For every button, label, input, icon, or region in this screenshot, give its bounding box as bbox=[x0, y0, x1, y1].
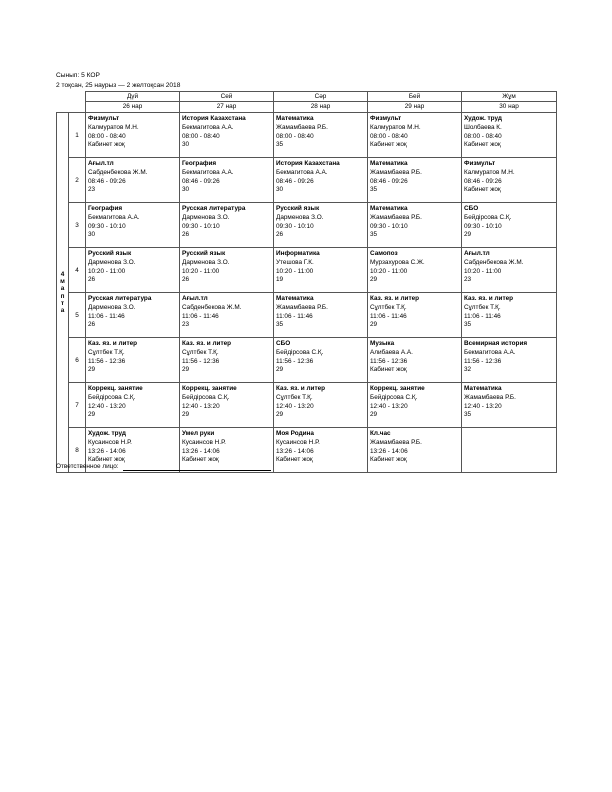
lesson-subject: Коррекц. занятие bbox=[88, 385, 143, 392]
lesson-cell bbox=[274, 338, 368, 383]
lesson-time: 12:40 - 13:20 bbox=[182, 402, 220, 410]
lesson-teacher: Сабденбекова Ж.М. bbox=[88, 168, 148, 176]
lesson-teacher: Бекмагитова А.А. bbox=[276, 168, 328, 176]
day-date: 29 нар bbox=[368, 102, 462, 113]
day-name: Жұм bbox=[462, 92, 557, 102]
lesson-subject: География bbox=[182, 160, 217, 167]
lesson-room: 35 bbox=[370, 186, 378, 194]
lesson-subject: География bbox=[88, 205, 123, 212]
lesson-room: 29 bbox=[182, 366, 190, 374]
lesson-teacher: Дарменова З.О. bbox=[276, 213, 324, 221]
lesson-subject: Физмульт bbox=[370, 115, 402, 122]
lesson-subject: Худож. труд bbox=[88, 430, 126, 437]
lesson-room: 23 bbox=[88, 186, 96, 194]
lesson-teacher: Бейдірсова С.Қ. bbox=[370, 393, 418, 401]
lesson-teacher: Сұлтбек Т.Қ. bbox=[182, 348, 219, 356]
lesson-subject: Ағыл.тл bbox=[464, 250, 490, 257]
lesson-room: 32 bbox=[464, 366, 472, 374]
lesson-number: 7 bbox=[69, 383, 86, 428]
lesson-room: Кабинет жоқ bbox=[370, 141, 407, 149]
lesson-time: 11:06 - 11:46 bbox=[88, 312, 125, 320]
lesson-teacher: Шолбаева К. bbox=[464, 123, 502, 131]
lesson-teacher: Бейдірсова С.Қ. bbox=[182, 393, 230, 401]
lesson-room: 30 bbox=[88, 231, 96, 239]
lesson-subject: СБО bbox=[464, 205, 479, 212]
lesson-room: Кабинет жоқ bbox=[370, 456, 407, 464]
lesson-room: 35 bbox=[464, 411, 472, 419]
lesson-room: 30 bbox=[182, 141, 190, 149]
lesson-subject: Физмульт bbox=[464, 160, 496, 167]
lesson-teacher: Дарменова З.О. bbox=[182, 258, 230, 266]
lesson-teacher: Жамамбаева Р.Б. bbox=[370, 168, 422, 176]
lesson-room: 29 bbox=[370, 321, 378, 329]
lesson-room: 35 bbox=[370, 231, 378, 239]
lesson-cell bbox=[368, 248, 462, 293]
lesson-time: 12:40 - 13:20 bbox=[276, 402, 314, 410]
lesson-subject: Самопоз bbox=[370, 250, 398, 257]
lesson-teacher: Калмуратов М.Н. bbox=[464, 168, 515, 176]
lesson-subject: СБО bbox=[276, 340, 291, 347]
lesson-number: 4 bbox=[69, 248, 86, 293]
lesson-time: 13:26 - 14:06 bbox=[370, 447, 408, 455]
lesson-teacher: Бекмагитова А.А. bbox=[88, 213, 140, 221]
lesson-time: 09:30 - 10:10 bbox=[182, 222, 220, 230]
lesson-room: 26 bbox=[182, 231, 190, 239]
lesson-room: 29 bbox=[370, 276, 378, 284]
lesson-cell bbox=[180, 383, 274, 428]
lesson-room: Кабинет жоқ bbox=[276, 456, 313, 464]
lesson-cell bbox=[368, 383, 462, 428]
lesson-subject: Коррекц. занятие bbox=[370, 385, 425, 392]
lesson-cell bbox=[86, 113, 180, 158]
page-header bbox=[56, 71, 180, 90]
lesson-teacher: Утешова Г.К. bbox=[276, 258, 314, 266]
lesson-time: 13:26 - 14:06 bbox=[182, 447, 220, 455]
lesson-subject: Математика bbox=[370, 205, 408, 212]
lesson-room: Кабинет жоқ bbox=[464, 141, 501, 149]
lesson-teacher: Кусаинсов Н.Р. bbox=[182, 438, 226, 446]
lesson-subject: Каз. яз. и литер bbox=[182, 340, 232, 347]
lesson-subject: Физмульт bbox=[88, 115, 120, 122]
lesson-time: 09:30 - 10:10 bbox=[276, 222, 314, 230]
lesson-teacher: Калмуратов М.Н. bbox=[88, 123, 139, 131]
lesson-teacher: Жамамбаева Р.Б. bbox=[276, 303, 328, 311]
lesson-subject: Худож. труд bbox=[464, 115, 502, 122]
lesson-cell bbox=[368, 158, 462, 203]
lesson-subject: Каз. яз. и литер bbox=[464, 295, 514, 302]
lesson-teacher: Кусаинсов Н.Р. bbox=[88, 438, 132, 446]
lesson-time: 11:06 - 11:46 bbox=[276, 312, 313, 320]
lesson-room: 29 bbox=[182, 411, 190, 419]
lesson-time: 08:00 - 08:40 bbox=[370, 132, 408, 140]
lesson-teacher: Сұлтбек Т.Қ. bbox=[370, 303, 407, 311]
lesson-teacher: Кусаинсов Н.Р. bbox=[276, 438, 320, 446]
lesson-subject: Музыка bbox=[370, 340, 395, 347]
lesson-time: 11:56 - 12:36 bbox=[88, 357, 126, 365]
lesson-teacher: Бекмагитова А.А. bbox=[464, 348, 516, 356]
lesson-number: 1 bbox=[69, 113, 86, 158]
lesson-row bbox=[57, 383, 557, 428]
responsible-label: Ответственное лицо: bbox=[56, 463, 119, 470]
lesson-room: Кабинет жоқ bbox=[370, 366, 407, 374]
lesson-cell bbox=[180, 338, 274, 383]
day-name: Сәр bbox=[274, 92, 368, 102]
day-date: 28 нар bbox=[274, 102, 368, 113]
lesson-cell bbox=[274, 428, 368, 473]
day-date: 26 нар bbox=[86, 102, 180, 113]
lesson-cell bbox=[462, 248, 557, 293]
lesson-cell bbox=[274, 158, 368, 203]
lesson-teacher: Дарменова З.О. bbox=[182, 213, 230, 221]
lesson-room: 35 bbox=[276, 141, 284, 149]
lesson-cell bbox=[274, 293, 368, 338]
lesson-time: 08:46 - 09:26 bbox=[464, 177, 502, 185]
lesson-room: 26 bbox=[276, 231, 284, 239]
lesson-cell bbox=[86, 248, 180, 293]
shift-cell bbox=[57, 113, 69, 473]
lesson-subject: Ағыл.тл bbox=[88, 160, 114, 167]
lesson-time: 12:40 - 13:20 bbox=[370, 402, 408, 410]
lesson-row bbox=[57, 248, 557, 293]
lesson-subject: Каз. яз. и литер bbox=[370, 295, 420, 302]
lesson-subject: История Казахстана bbox=[182, 115, 246, 122]
lesson-cell bbox=[86, 383, 180, 428]
lesson-number: 8 bbox=[69, 428, 86, 473]
lesson-teacher: Бекмагитова А.А. bbox=[182, 123, 234, 131]
lesson-cell bbox=[86, 293, 180, 338]
lesson-subject: Умел руки bbox=[182, 430, 215, 437]
lesson-room: 23 bbox=[182, 321, 190, 329]
class-title: Сынып: 5 КОР bbox=[56, 72, 100, 79]
lesson-subject: Русская литература bbox=[182, 205, 246, 212]
lesson-room: 23 bbox=[464, 276, 472, 284]
day-name-row bbox=[57, 92, 557, 102]
lesson-room: 30 bbox=[182, 186, 190, 194]
lesson-time: 13:26 - 14:06 bbox=[88, 447, 126, 455]
period-line: 2 тоқсан, 25 наурыз — 2 желтоқсан 2018 bbox=[56, 81, 181, 89]
lesson-cell bbox=[462, 383, 557, 428]
lesson-cell bbox=[274, 248, 368, 293]
lesson-cell bbox=[368, 113, 462, 158]
lesson-time: 08:46 - 09:26 bbox=[276, 177, 314, 185]
lesson-room: 35 bbox=[464, 321, 472, 329]
lesson-cell bbox=[368, 338, 462, 383]
lesson-time: 09:30 - 10:10 bbox=[88, 222, 126, 230]
lesson-time: 10:20 - 11:00 bbox=[276, 267, 314, 275]
signature-line bbox=[123, 463, 271, 471]
lesson-time: 08:46 - 09:26 bbox=[182, 177, 220, 185]
lesson-time: 10:20 - 11:00 bbox=[370, 267, 408, 275]
lesson-cell bbox=[180, 248, 274, 293]
lesson-time: 10:20 - 11:00 bbox=[88, 267, 126, 275]
lesson-subject: Моя Родина bbox=[276, 430, 314, 437]
lesson-cell bbox=[86, 158, 180, 203]
lesson-row bbox=[57, 338, 557, 383]
lesson-cell bbox=[368, 203, 462, 248]
day-name: Бей bbox=[368, 92, 462, 102]
lesson-teacher: Жамамбаева Р.Б. bbox=[370, 213, 422, 221]
lesson-teacher: Бекмагитова А.А. bbox=[182, 168, 234, 176]
lesson-subject: Каз. яз. и литер bbox=[88, 340, 138, 347]
lesson-time: 13:26 - 14:06 bbox=[276, 447, 314, 455]
lesson-cell bbox=[462, 203, 557, 248]
lesson-subject: Математика bbox=[276, 115, 314, 122]
day-date-row bbox=[57, 102, 557, 113]
lesson-room: Кабинет жоқ bbox=[182, 456, 219, 464]
lesson-room: 26 bbox=[88, 276, 96, 284]
lesson-time: 10:20 - 11:00 bbox=[464, 267, 502, 275]
lesson-time: 11:06 - 11:46 bbox=[370, 312, 407, 320]
lesson-time: 12:40 - 13:20 bbox=[464, 402, 502, 410]
lesson-number: 5 bbox=[69, 293, 86, 338]
lesson-cell bbox=[274, 383, 368, 428]
lesson-time: 10:20 - 11:00 bbox=[182, 267, 220, 275]
lesson-cell bbox=[180, 203, 274, 248]
lesson-room: Кабинет жоқ bbox=[464, 186, 501, 194]
lesson-teacher: Дарменова З.О. bbox=[88, 258, 136, 266]
lesson-cell bbox=[180, 158, 274, 203]
lesson-cell bbox=[274, 203, 368, 248]
lesson-subject: Информатика bbox=[276, 250, 320, 257]
lesson-time: 08:46 - 09:26 bbox=[370, 177, 408, 185]
lesson-teacher: Жамамбаева Р.Б. bbox=[276, 123, 328, 131]
lesson-time: 08:00 - 08:40 bbox=[276, 132, 314, 140]
lesson-room: 29 bbox=[276, 366, 284, 374]
lesson-cell bbox=[462, 293, 557, 338]
lesson-subject: Кл.час bbox=[370, 430, 391, 437]
shift-label: 4 мапта bbox=[60, 270, 65, 314]
lesson-teacher: Мурзахурова С.Ж. bbox=[370, 258, 425, 266]
lesson-teacher: Сұлтбек Т.Қ. bbox=[88, 348, 125, 356]
day-name: Дүй bbox=[86, 92, 180, 102]
lesson-time: 11:56 - 12:36 bbox=[276, 357, 314, 365]
lesson-time: 08:46 - 09:26 bbox=[88, 177, 126, 185]
lesson-cell bbox=[180, 113, 274, 158]
lesson-row bbox=[57, 158, 557, 203]
lesson-teacher: Калмуратов М.Н. bbox=[370, 123, 421, 131]
lesson-cell bbox=[462, 113, 557, 158]
lesson-subject: Русский язык bbox=[88, 250, 132, 257]
lesson-teacher: Сабденбекова Ж.М. bbox=[182, 303, 242, 311]
lesson-cell bbox=[368, 428, 462, 473]
lesson-room: 26 bbox=[182, 276, 190, 284]
lesson-teacher: Дарменова З.О. bbox=[88, 303, 136, 311]
lesson-room: 29 bbox=[464, 231, 472, 239]
schedule-body bbox=[57, 113, 557, 473]
lesson-time: 08:00 - 08:40 bbox=[88, 132, 126, 140]
lesson-time: 09:30 - 10:10 bbox=[370, 222, 408, 230]
lesson-room: 29 bbox=[88, 366, 96, 374]
lesson-room: 29 bbox=[88, 411, 96, 419]
lesson-cell bbox=[274, 113, 368, 158]
lesson-subject: Математика bbox=[464, 385, 502, 392]
lesson-subject: Ағыл.тл bbox=[182, 295, 208, 302]
lesson-subject: Русский язык bbox=[276, 205, 320, 212]
lesson-row bbox=[57, 293, 557, 338]
lesson-teacher: Алибаева А.А. bbox=[370, 348, 413, 356]
lesson-room: 19 bbox=[276, 276, 284, 284]
lesson-number: 6 bbox=[69, 338, 86, 383]
lesson-cell bbox=[180, 293, 274, 338]
lesson-time: 11:56 - 12:36 bbox=[370, 357, 408, 365]
lesson-cell bbox=[462, 158, 557, 203]
lesson-teacher: Бейдірсова С.Қ. bbox=[464, 213, 512, 221]
lesson-time: 09:30 - 10:10 bbox=[464, 222, 502, 230]
lesson-subject: Всемирная история bbox=[464, 340, 528, 347]
lesson-time: 12:40 - 13:20 bbox=[88, 402, 126, 410]
lesson-teacher: Жамамбаева Р.Б. bbox=[464, 393, 516, 401]
lesson-room: 26 bbox=[88, 321, 96, 329]
lesson-room: 30 bbox=[276, 186, 284, 194]
lesson-subject: Русский язык bbox=[182, 250, 226, 257]
lesson-room: 35 bbox=[276, 321, 284, 329]
lesson-time: 11:56 - 12:36 bbox=[182, 357, 220, 365]
day-date: 30 нар bbox=[462, 102, 557, 113]
lesson-teacher: Бейдірсова С.Қ. bbox=[276, 348, 324, 356]
lesson-room: 29 bbox=[276, 411, 284, 419]
lesson-time: 11:06 - 11:46 bbox=[464, 312, 501, 320]
lesson-subject: Математика bbox=[370, 160, 408, 167]
day-name: Сей bbox=[180, 92, 274, 102]
footer bbox=[56, 462, 271, 471]
lesson-row bbox=[57, 203, 557, 248]
lesson-subject: Коррекц. занятие bbox=[182, 385, 237, 392]
lesson-time: 11:56 - 12:36 bbox=[464, 357, 502, 365]
lesson-cell bbox=[368, 293, 462, 338]
lesson-room: Кабинет жоқ bbox=[88, 456, 125, 464]
lesson-subject: Русская литература bbox=[88, 295, 152, 302]
lesson-teacher: Сұлтбек Т.Қ. bbox=[276, 393, 313, 401]
lesson-cell bbox=[462, 338, 557, 383]
lesson-row bbox=[57, 113, 557, 158]
lesson-room: Кабинет жоқ bbox=[88, 141, 125, 149]
day-date: 27 нар bbox=[180, 102, 274, 113]
lesson-cell bbox=[86, 338, 180, 383]
lesson-number: 2 bbox=[69, 158, 86, 203]
lesson-time: 08:00 - 08:40 bbox=[182, 132, 220, 140]
lesson-subject: Каз. яз. и литер bbox=[276, 385, 326, 392]
lesson-teacher: Сабденбекова Ж.М. bbox=[464, 258, 524, 266]
lesson-time: 08:00 - 08:40 bbox=[464, 132, 502, 140]
lesson-room: 29 bbox=[370, 411, 378, 419]
lesson-cell bbox=[86, 203, 180, 248]
schedule-table bbox=[56, 91, 557, 473]
lesson-teacher: Жамамбаева Р.Б. bbox=[370, 438, 422, 446]
lesson-subject: История Казахстана bbox=[276, 160, 340, 167]
lesson-teacher: Сұлтбек Т.Қ. bbox=[464, 303, 501, 311]
lesson-subject: Математика bbox=[276, 295, 314, 302]
lesson-cell bbox=[462, 428, 557, 473]
lesson-number: 3 bbox=[69, 203, 86, 248]
lesson-time: 11:06 - 11:46 bbox=[182, 312, 219, 320]
lesson-teacher: Бейдірсова С.Қ. bbox=[88, 393, 136, 401]
